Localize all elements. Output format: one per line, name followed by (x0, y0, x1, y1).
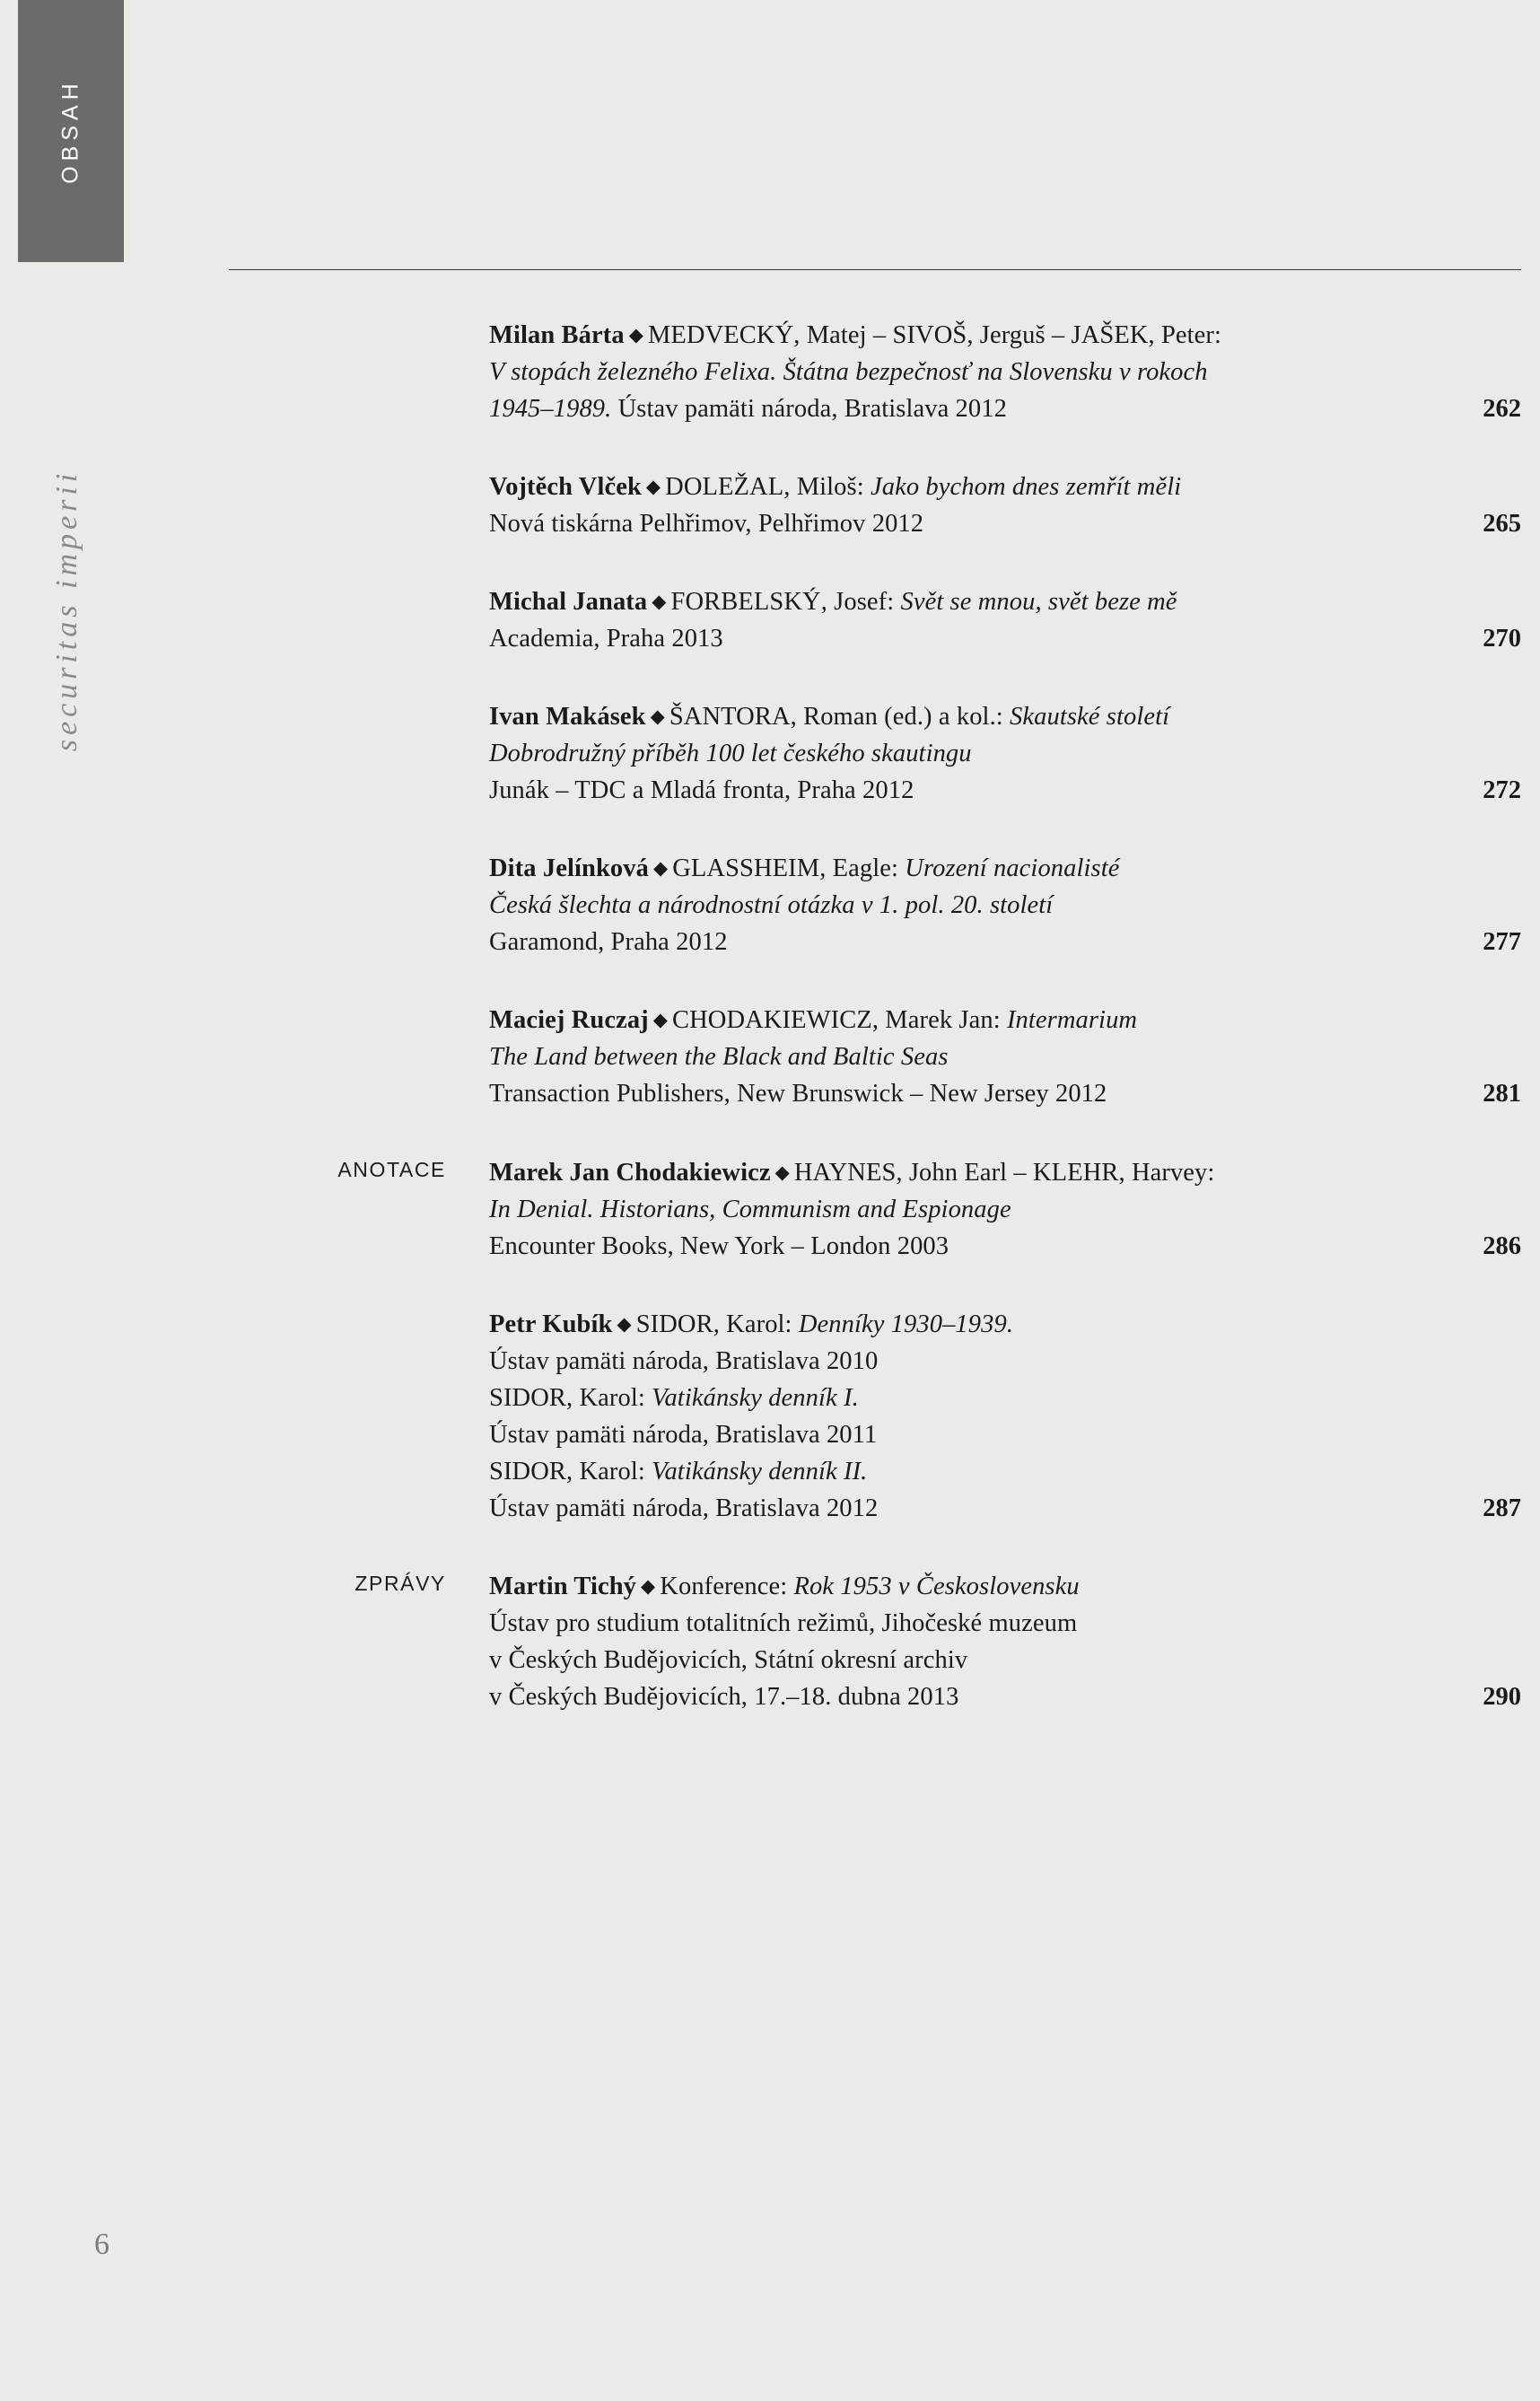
toc-entry-line (489, 698, 1422, 735)
diamond-icon: ◆ (617, 1312, 632, 1335)
toc-entry-line (489, 887, 1422, 924)
entry-author: Dita Jelínková (489, 854, 649, 883)
diamond-icon: ◆ (774, 1161, 790, 1183)
entry-author: Michal Janata (489, 588, 648, 617)
toc-entry-line (489, 1075, 1422, 1112)
toc-entry-line (489, 1642, 1422, 1678)
entry-author: Maciej Ruczaj (489, 1006, 649, 1035)
diamond-icon: ◆ (645, 476, 661, 498)
entry-text: v Českých Budějovicích, 17.–18. dubna 2013 (489, 1682, 959, 1711)
section-entries (489, 317, 1521, 1154)
entry-text: v Českých Budějovicích, Státní okresní archiv (489, 1645, 968, 1674)
entry-text: Academia, Praha 2013 (489, 625, 723, 653)
entry-title-italic: Rok 1953 v Československu (793, 1572, 1080, 1600)
entry-text: Junák – TDC a Mladá fronta, Praha 2012 (489, 776, 914, 805)
toc-entry[interactable] (489, 850, 1521, 960)
toc-entry-line (489, 1490, 1422, 1527)
toc-entry-line (489, 1191, 1422, 1228)
entry-title-italic: Vatikánsky denník II. (652, 1457, 868, 1485)
entry-author: Ivan Makásek (489, 703, 646, 732)
toc-entry-line (489, 1416, 1422, 1453)
entry-text: Encounter Books, New York – London 2003 (489, 1231, 949, 1260)
entry-author: Vojtěch Vlček (489, 473, 642, 502)
entry-page-number: 270 (1483, 625, 1521, 653)
entry-author: Martin Tichý (489, 1572, 637, 1600)
toc-section (229, 1154, 1521, 1568)
section-entries (489, 1568, 1521, 1757)
entry-text: MEDVECKÝ, Matej – SIVOŠ, Jerguš – JAŠEK, Peter: (647, 321, 1222, 349)
toc-section (229, 317, 1521, 1154)
entry-page-number: 262 (1483, 395, 1521, 423)
entry-text: Ústav pamäti národa, Bratislava 2011 (489, 1420, 878, 1449)
entry-author: Milan Bárta (489, 321, 625, 349)
entry-title-italic: Skautské století (1010, 703, 1170, 732)
toc-entry[interactable] (489, 1568, 1521, 1715)
entry-text: Transaction Publishers, New Brunswick – New Jersey 2012 (489, 1080, 1107, 1108)
journal-title (27, 296, 108, 924)
diamond-icon: ◆ (641, 1574, 656, 1597)
entry-page-number: 281 (1483, 1080, 1521, 1108)
toc-entry[interactable] (489, 698, 1521, 809)
entry-page-number: 272 (1483, 776, 1521, 805)
toc-entry[interactable] (489, 1154, 1521, 1265)
toc-entry-line (489, 1038, 1422, 1075)
toc-entry[interactable] (489, 1002, 1521, 1112)
entry-page-number: 286 (1483, 1231, 1521, 1260)
toc-entry-line (489, 1343, 1422, 1380)
entry-text: CHODAKIEWICZ, Marek Jan: (672, 1006, 1007, 1035)
diamond-icon: ◆ (628, 324, 643, 346)
toc-entry-line (489, 1678, 1422, 1715)
page-number: 6 (94, 2228, 109, 2261)
entry-page-number: 277 (1483, 928, 1521, 957)
toc-entry-line (489, 1605, 1422, 1642)
entry-page-number: 265 (1483, 510, 1521, 539)
entry-title-italic: Denníky 1930–1939. (798, 1310, 1014, 1338)
toc-entry-line (489, 772, 1422, 809)
entry-title-italic: The Land between the Black and Baltic Seas (489, 1043, 949, 1072)
entry-text: FORBELSKÝ, Josef: (670, 588, 901, 617)
entry-page-number: 290 (1483, 1682, 1521, 1711)
toc-entry-line (489, 850, 1422, 887)
section-label (229, 317, 489, 320)
toc-entry-line (489, 390, 1422, 427)
toc-entry[interactable] (489, 469, 1521, 542)
section-label: ANOTACE (337, 1157, 446, 1181)
journal-title-text: securitas imperii (50, 469, 83, 752)
entry-text: GLASSHEIM, Eagle: (672, 854, 906, 883)
entry-title-italic: Intermarium (1006, 1006, 1138, 1035)
toc-entry-line (489, 1380, 1422, 1416)
toc-entry[interactable] (489, 317, 1521, 427)
entry-text: HAYNES, John Earl – KLEHR, Harvey: (793, 1158, 1215, 1187)
toc-entry-line (489, 1568, 1422, 1605)
entry-text: ŠANTORA, Roman (ed.) a kol.: (669, 703, 1011, 732)
entry-title-italic: In Denial. Historians, Communism and Espionage (489, 1195, 1011, 1223)
toc-entry-line (489, 1228, 1422, 1265)
toc-entry[interactable] (489, 1306, 1521, 1527)
obsah-tab (18, 0, 124, 262)
entry-text: Ústav pro studium totalitních režimů, Jihočeské muzeum (489, 1608, 1078, 1637)
entry-title-italic: V stopách železného Felixa. Štátna bezpečnosť na Slovensku v rokoch (489, 358, 1208, 387)
entry-text: Ústav pamäti národa, Bratislava 2012 (611, 395, 1007, 424)
entry-title-italic: Vatikánsky denník I. (652, 1383, 859, 1412)
header-rule (229, 269, 1521, 270)
toc-section (229, 1568, 1521, 1757)
toc-entry-line (489, 1453, 1422, 1490)
entry-title-italic: Dobrodružný příběh 100 let českého skautingu (489, 740, 972, 768)
toc-entry[interactable] (489, 583, 1521, 657)
toc-entry-line (489, 1154, 1422, 1191)
toc-entry-line (489, 1002, 1422, 1038)
toc-sections (229, 317, 1521, 1757)
entry-author: Marek Jan Chodakiewicz (489, 1158, 771, 1187)
entry-title-italic: Česká šlechta a národnostní otázka v 1. pol. 20. století (489, 891, 1054, 920)
entry-text: SIDOR, Karol: (635, 1310, 799, 1338)
entry-text: Ústav pamäti národa, Bratislava 2012 (489, 1494, 879, 1522)
entry-title-italic: Svět se mnou, svět beze mě (900, 588, 1177, 617)
entry-text: Nová tiskárna Pelhřimov, Pelhřimov 2012 (489, 510, 924, 539)
toc-entry-line (489, 317, 1422, 354)
toc-entry-line (489, 924, 1422, 960)
entry-title-italic: 1945–1989. (489, 395, 612, 424)
toc-entry-line (489, 620, 1422, 657)
entry-page-number: 287 (1483, 1494, 1521, 1522)
section-label: ZPRÁVY (354, 1571, 446, 1595)
entry-title-italic: Urození nacionalisté (905, 854, 1120, 883)
toc-entry-line (489, 505, 1422, 542)
obsah-tab-label: OBSAH (57, 78, 83, 184)
entry-author: Petr Kubík (489, 1310, 613, 1338)
entry-text: Garamond, Praha 2012 (489, 928, 728, 957)
entry-text: SIDOR, Karol: (489, 1457, 652, 1485)
diamond-icon: ◆ (652, 857, 669, 880)
toc-entry-line (489, 583, 1422, 620)
entry-title-italic: Jako bychom dnes zemřít měli (870, 473, 1182, 502)
entry-text: DOLEŽAL, Miloš: (665, 473, 871, 502)
toc-entry-line (489, 1306, 1422, 1343)
entry-text: Ústav pamäti národa, Bratislava 2010 (489, 1346, 879, 1375)
toc-entry-line (489, 735, 1422, 772)
diamond-icon: ◆ (650, 705, 665, 728)
toc-content (229, 269, 1521, 1757)
toc-entry-line (489, 469, 1422, 505)
toc-entry-line (489, 354, 1422, 390)
entry-text: Konference: (660, 1572, 794, 1600)
diamond-icon: ◆ (652, 1009, 669, 1031)
section-entries (489, 1154, 1521, 1568)
entry-text: SIDOR, Karol: (489, 1383, 652, 1412)
diamond-icon: ◆ (652, 591, 667, 613)
